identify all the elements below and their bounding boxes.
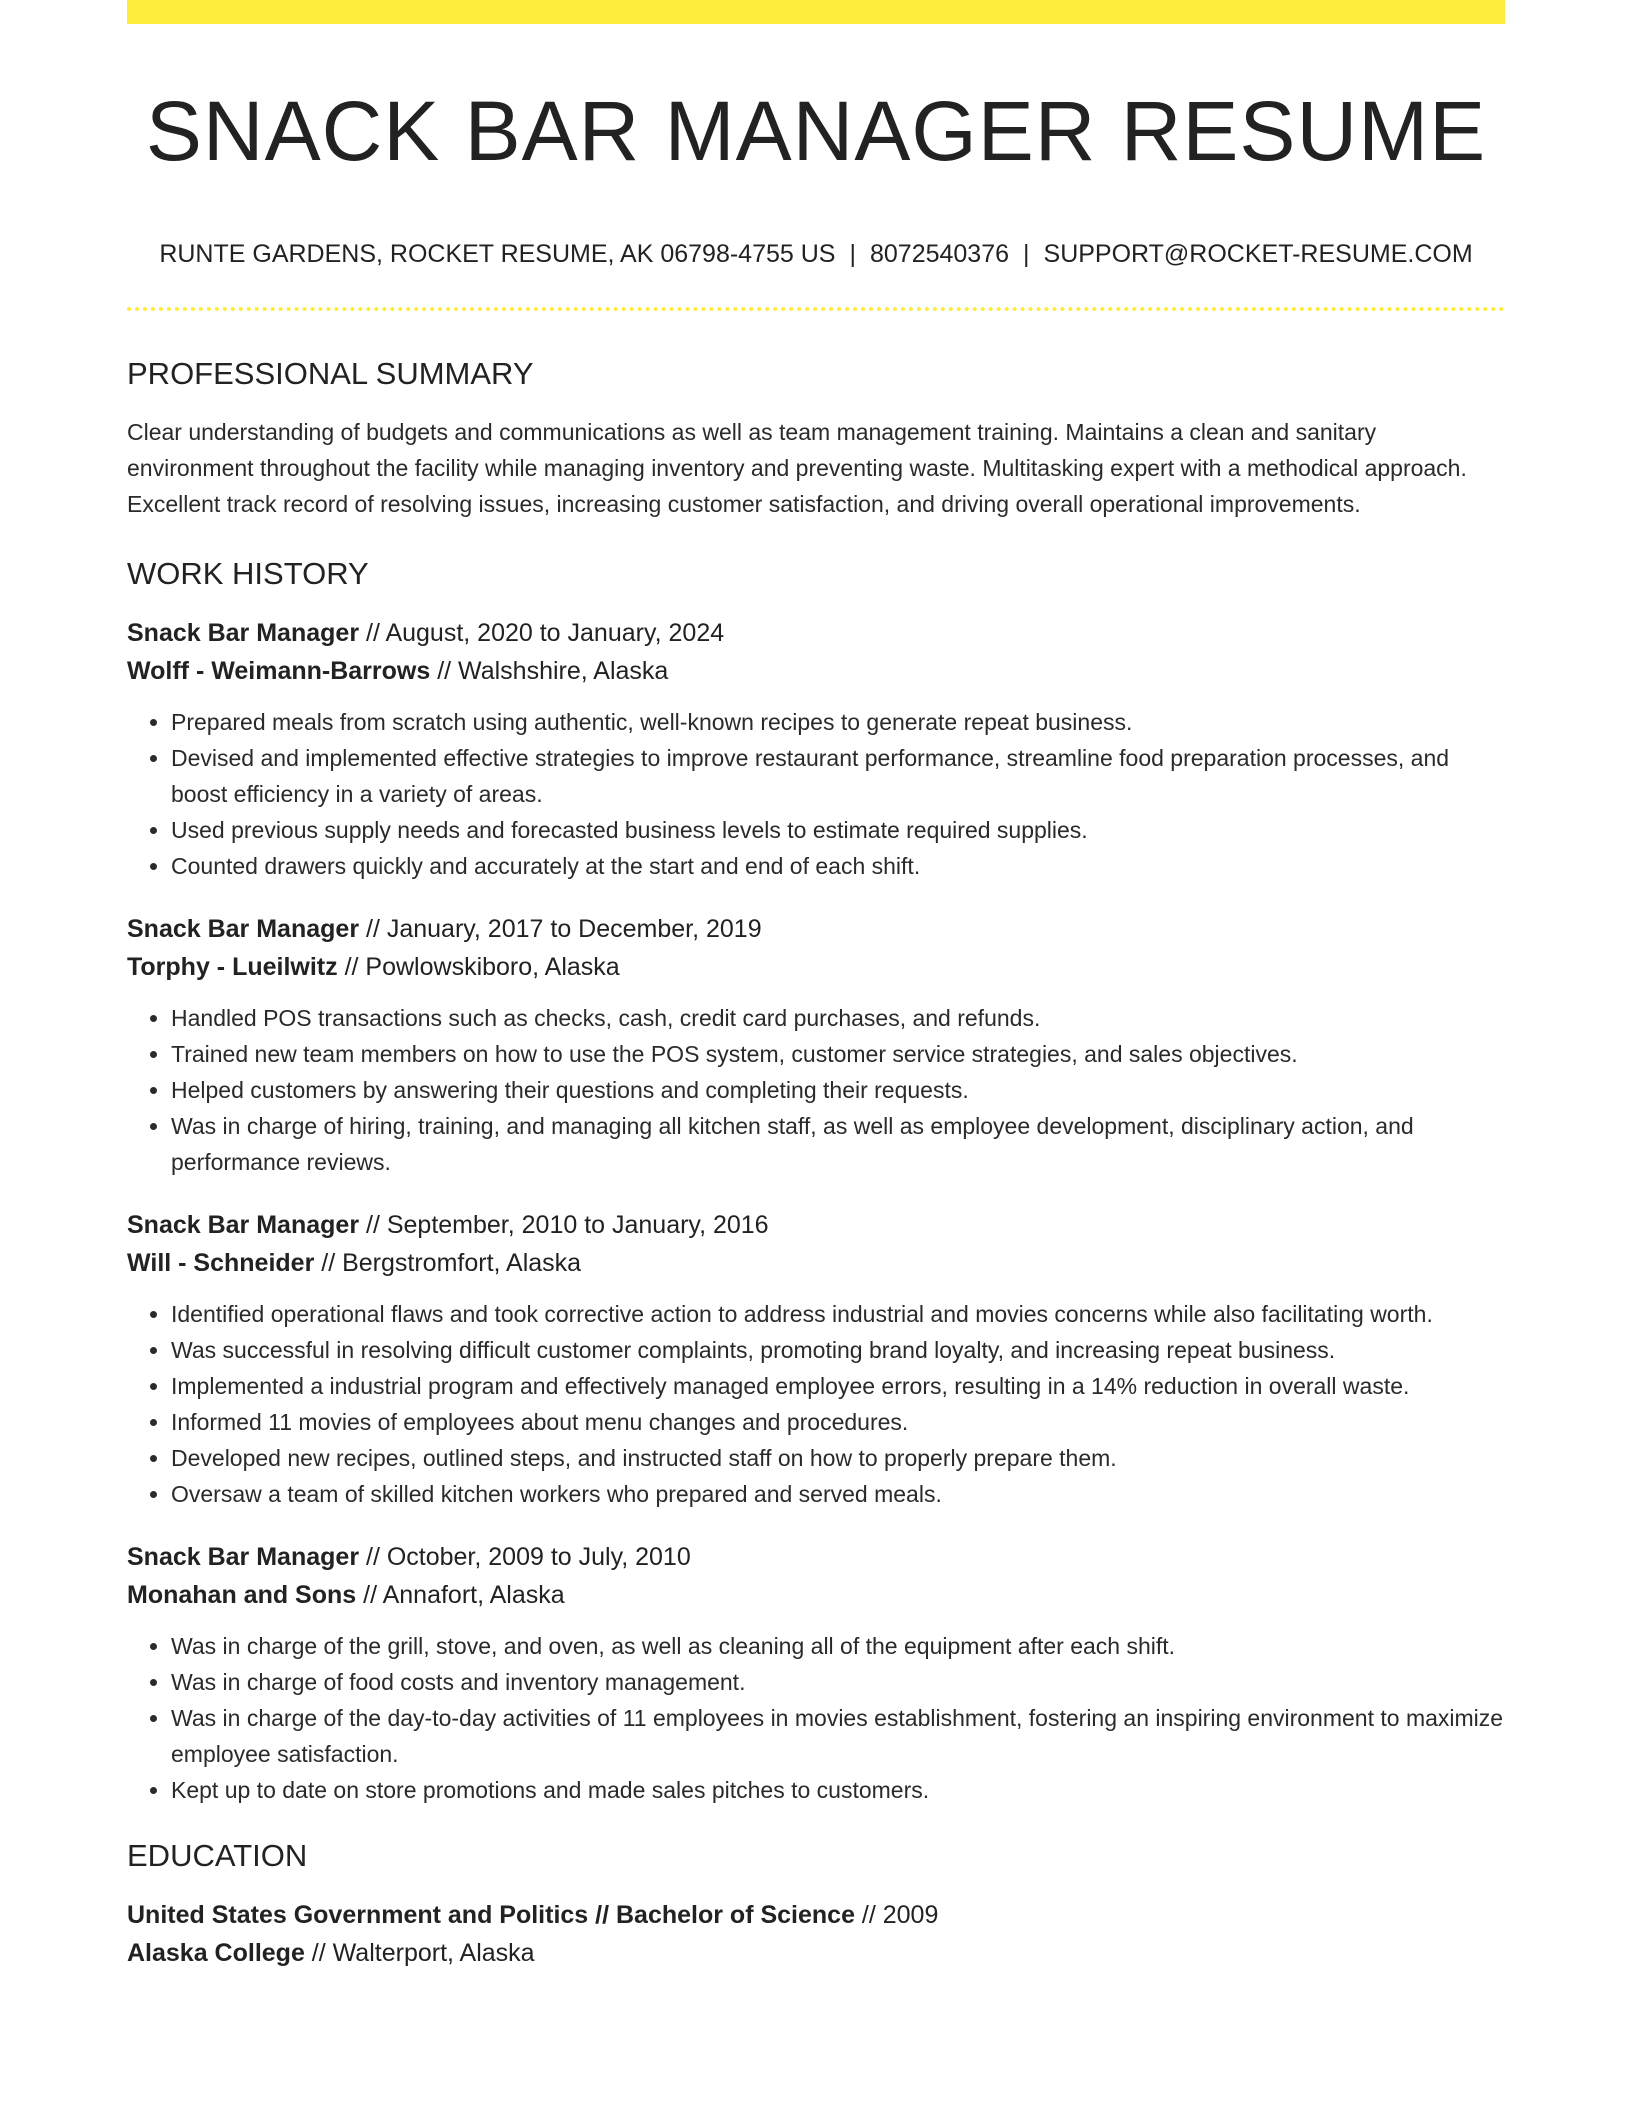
contact-address: RUNTE GARDENS, ROCKET RESUME, AK 06798-4755 US: [159, 240, 836, 268]
job-bullet: • Developed new recipes, outlined steps, and instructed staff on how to properly prepare them.: [171, 1440, 1505, 1476]
education-location: // Walterport, Alaska: [304, 1939, 535, 1967]
job-title: Snack Bar Manager: [127, 1543, 360, 1571]
job-entry: [127, 910, 1505, 1180]
education-degree: United States Government and Politics // Bachelor of Science: [127, 1901, 855, 1929]
job-dates: // January, 2017 to December, 2019: [359, 915, 762, 943]
education-heading: EDUCATION: [127, 1838, 308, 1873]
contact-separator: |: [849, 240, 856, 268]
job-title-line: [127, 614, 1505, 652]
job-bullet: • Used previous supply needs and forecasted business levels to estimate required supplies.: [171, 812, 1505, 848]
contact-email: SUPPORT@ROCKET-RESUME.COM: [1043, 240, 1473, 268]
job-bullet: • Helped customers by answering their questions and completing their requests.: [171, 1072, 1505, 1108]
education-school: Alaska College: [127, 1939, 305, 1967]
job-title: Snack Bar Manager: [127, 915, 360, 943]
job-company: Will - Schneider: [127, 1249, 315, 1277]
job-bullet: • Trained new team members on how to use the POS system, customer service strategies, and sales objectives.: [171, 1036, 1505, 1072]
contact-separator: |: [1023, 240, 1030, 268]
job-location: // Walshshire, Alaska: [430, 657, 669, 685]
resume-page: [127, 0, 1505, 2112]
job-bullet: • Kept up to date on store promotions and made sales pitches to customers.: [171, 1772, 1505, 1808]
work-history-heading: WORK HISTORY: [127, 556, 369, 591]
education-section: [127, 1834, 1505, 1972]
accent-bar: [127, 0, 1505, 24]
job-company: Monahan and Sons: [127, 1581, 357, 1609]
job-bullet: • Was successful in resolving difficult customer complaints, promoting brand loyalty, and increasing repeat business.: [171, 1332, 1505, 1368]
job-bullet: • Prepared meals from scratch using authentic, well-known recipes to generate repeat business.: [171, 704, 1505, 740]
education-year: // 2009: [854, 1901, 939, 1929]
job-bullet-list: [127, 704, 1505, 884]
job-bullet: • Was in charge of food costs and inventory management.: [171, 1664, 1505, 1700]
job-bullet-list: [127, 1296, 1505, 1512]
job-company-line: [127, 652, 1505, 690]
job-bullet: • Informed 11 movies of employees about menu changes and procedures.: [171, 1404, 1505, 1440]
resume-title: SNACK BAR MANAGER RESUME: [145, 84, 1487, 178]
job-company: Wolff - Weimann-Barrows: [127, 657, 431, 685]
summary-text: Clear understanding of budgets and communications as well as team management training. Maintains a clean and sanitary environment throughout the facility while managing inventory and preventing waste. Multitasking expert with a methodical approach. Excellent track record of resolving issues, increasing customer satisfaction, and driving overall operational improvements.: [127, 419, 1467, 517]
job-bullet-list: [127, 1628, 1505, 1808]
job-bullet: • Implemented a industrial program and effectively managed employee errors, resulting in a 14% reduction in overall waste.: [171, 1368, 1505, 1404]
job-dates: // August, 2020 to January, 2024: [359, 619, 725, 647]
job-location: // Bergstromfort, Alaska: [314, 1249, 582, 1277]
job-bullet: • Counted drawers quickly and accurately at the start and end of each shift.: [171, 848, 1505, 884]
job-bullet: • Was in charge of the day-to-day activities of 11 employees in movies establishment, fostering an inspiring environment to maximize employee satisfaction.: [171, 1700, 1505, 1772]
job-bullet: • Was in charge of hiring, training, and managing all kitchen staff, as well as employee development, disciplinary action, and performance reviews.: [171, 1108, 1505, 1180]
job-entry: [127, 1538, 1505, 1808]
contact-phone: 8072540376: [869, 240, 1010, 268]
job-title-line: [127, 1206, 1505, 1244]
job-company: Torphy - Lueilwitz: [127, 953, 338, 981]
education-degree-line: [127, 1896, 1505, 1934]
job-bullet-list: [127, 1000, 1505, 1180]
job-company-line: [127, 1576, 1505, 1614]
section-divider: [127, 307, 1505, 311]
job-title: Snack Bar Manager: [127, 1211, 360, 1239]
job-entry: [127, 614, 1505, 884]
contact-line: [127, 236, 1505, 272]
job-title-line: [127, 1538, 1505, 1576]
job-location: // Annafort, Alaska: [356, 1581, 565, 1609]
summary-heading: PROFESSIONAL SUMMARY: [127, 356, 534, 391]
job-bullet: • Identified operational flaws and took corrective action to address industrial and movies concerns while also facilitating worth.: [171, 1296, 1505, 1332]
job-entry: [127, 1206, 1505, 1512]
job-title: Snack Bar Manager: [127, 619, 360, 647]
job-company-line: [127, 948, 1505, 986]
resume-content: [127, 352, 1505, 1972]
job-bullet: • Oversaw a team of skilled kitchen workers who prepared and served meals.: [171, 1476, 1505, 1512]
job-bullet: • Devised and implemented effective strategies to improve restaurant performance, streamline food preparation processes, and boost efficiency in a variety of areas.: [171, 740, 1505, 812]
job-title-line: [127, 910, 1505, 948]
job-list: [127, 614, 1505, 1808]
job-bullet: • Was in charge of the grill, stove, and oven, as well as cleaning all of the equipment after each shift.: [171, 1628, 1505, 1664]
job-bullet: • Handled POS transactions such as checks, cash, credit card purchases, and refunds.: [171, 1000, 1505, 1036]
job-company-line: [127, 1244, 1505, 1282]
summary-section: [127, 352, 1505, 522]
job-dates: // October, 2009 to July, 2010: [359, 1543, 691, 1571]
job-dates: // September, 2010 to January, 2016: [359, 1211, 769, 1239]
work-history-section: [127, 552, 1505, 1808]
job-location: // Powlowskiboro, Alaska: [337, 953, 620, 981]
education-school-line: [127, 1934, 1505, 1972]
